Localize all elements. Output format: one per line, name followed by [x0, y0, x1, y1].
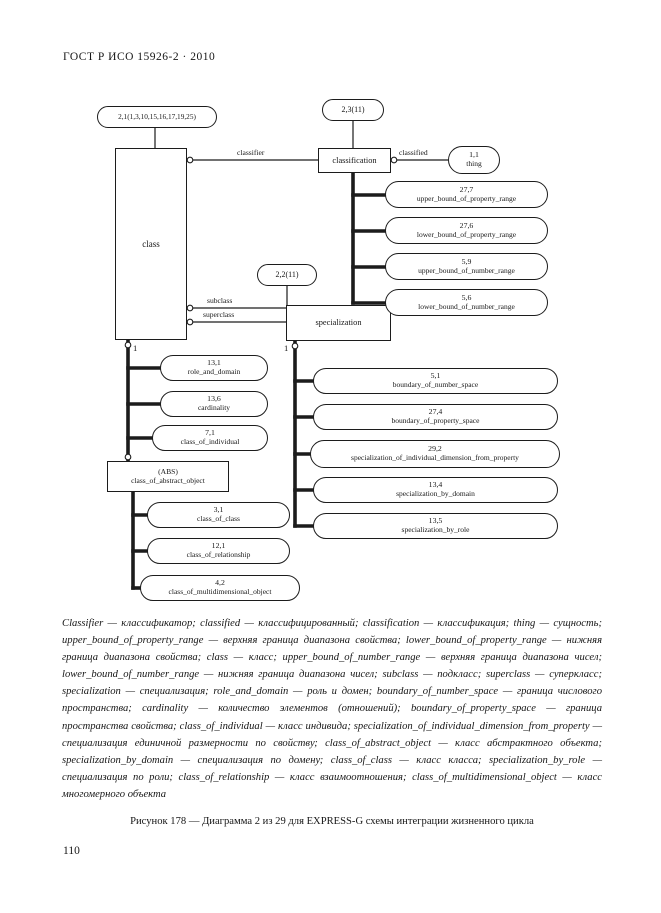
oval-number: 4,2: [215, 578, 225, 588]
specialization-subtype-cardinality-label: 1: [284, 343, 289, 353]
figure-caption: Рисунок 178 — Диаграмма 2 из 29 для EXPRESS-G схемы интеграции жизненного цикла: [130, 816, 534, 827]
oval-name: lower_bound_of_number_range: [418, 301, 515, 311]
classified-relation-label: classified: [399, 148, 428, 157]
pageref-class-text: 2,1(1,3,10,15,16,17,19,25): [118, 111, 196, 121]
oval-thing-number: 1,1: [469, 150, 479, 160]
oval-name: specialization_of_individual_dimension_from_property: [351, 453, 519, 463]
oval-name: class_of_individual: [180, 437, 240, 447]
entity-class-label: class: [142, 238, 160, 249]
oval-thing-name: thing: [466, 159, 482, 169]
oval-number: 27,7: [459, 184, 474, 194]
oval-class-of-multidimensional-object: [140, 575, 300, 601]
oval-name: boundary_of_number_space: [392, 380, 479, 390]
pageref-class-oval: [97, 106, 217, 128]
entity-specialization-label: specialization: [315, 318, 362, 328]
oval-role-and-domain: [160, 355, 268, 381]
oval-name: upper_bound_of_number_range: [418, 265, 515, 275]
oval-lower-bound-of-property-range: [385, 217, 548, 244]
oval-number: 7,1: [205, 428, 215, 438]
legend-text: Classifier — классификатор; classified — классифицированный; classification — классификация; thing — сущность; upper_bound_of_property_range — верхняя граница диапазона свойства; lower_bound_of_property_range — нижняя граница диапазона свойства; class — класс; upper_bound_of_number_range — верхняя граница диапазона чисел; lower_bound_of_number_range — нижняя граница диапазона чисел; subclass — подкласс; superclass — суперкласс; specialization — специализация; role_and_domain — роль и домен; boundary_of_number_space — граница числового пространства; cardinality — количество элементов (отношений); boundary_of_property_space — граница пространства свойства; class_of_individual — класс индивида; specialization_of_individual_dimension_from_property — специализация единичной размерности по свойству; class_of_abstract_object — класс абстрактного объекта; specialization_by_domain — специализация по домену; class_of_class — класс класса; specialization_by_role — специализация по роли; class_of_relationship — класс взаимоотношения; class_of_multidimensional_object — класс многомерного объекта: [62, 618, 602, 800]
oval-class-of-class: [147, 502, 290, 528]
entity-class: [115, 148, 187, 340]
oval-number: 27,6: [459, 220, 474, 230]
oval-thing: [448, 146, 500, 174]
oval-name: class_of_relationship: [186, 550, 251, 560]
document-header: ГОСТ Р ИСО 15926-2 · 2010: [63, 51, 216, 63]
oval-number: 3,1: [213, 505, 224, 515]
oval-name: upper_bound_of_property_range: [416, 193, 517, 203]
entity-specialization: [286, 305, 391, 341]
pageref-specialization-text: 2,2(11): [275, 270, 299, 280]
oval-specialization-by-role: [313, 513, 558, 539]
pageref-specialization-oval: [257, 264, 317, 286]
subclass-relation-label: subclass: [207, 296, 233, 305]
oval-specialization-by-domain: [313, 477, 558, 503]
oval-number: 13,6: [207, 394, 221, 404]
oval-name: boundary_of_property_space: [391, 416, 480, 426]
entity-abs-label: class_of_abstract_object: [131, 475, 205, 485]
oval-upper-bound-of-number-range: [385, 253, 548, 280]
entity-classification-label: classification: [332, 155, 377, 165]
oval-number: 13,5: [428, 516, 443, 526]
superclass-relation-label: superclass: [203, 310, 235, 319]
oval-number: 5,1: [430, 371, 441, 381]
class-subtype-cardinality-label: 1: [133, 343, 138, 353]
entity-classification: [318, 148, 391, 173]
oval-name: specialization_by_domain: [396, 489, 475, 499]
oval-name: cardinality: [197, 403, 231, 413]
oval-number: 13,4: [428, 480, 443, 490]
oval-name: class_of_multidimensional_object: [168, 587, 272, 597]
oval-class-of-relationship: [147, 538, 290, 564]
oval-number: 13,1: [207, 358, 221, 368]
page-number: 110: [63, 845, 80, 857]
oval-cardinality: [160, 391, 268, 417]
entity-abs-marker: (ABS): [158, 466, 178, 476]
pageref-classification-oval: [322, 99, 384, 121]
oval-boundary-of-property-space: [313, 404, 558, 430]
oval-number: 12,1: [211, 541, 226, 551]
oval-upper-bound-of-property-range: [385, 181, 548, 208]
oval-number: 5,6: [461, 292, 472, 302]
oval-lower-bound-of-number-range: [385, 289, 548, 316]
oval-name: specialization_by_role: [401, 525, 470, 535]
oval-number: 29,2: [428, 444, 442, 454]
oval-specialization-of-individual-dimension-from-property: [310, 440, 560, 468]
oval-name: class_of_class: [197, 514, 240, 524]
entity-class-of-abstract-object: [107, 461, 229, 492]
oval-name: role_and_domain: [187, 367, 241, 377]
pageref-classification-text: 2,3(11): [341, 105, 365, 115]
oval-boundary-of-number-space: [313, 368, 558, 394]
oval-number: 5,9: [461, 256, 472, 266]
classifier-relation-label: classifier: [237, 148, 265, 157]
oval-number: 27,4: [428, 407, 443, 417]
oval-name: lower_bound_of_property_range: [416, 229, 517, 239]
oval-class-of-individual: [152, 425, 268, 451]
